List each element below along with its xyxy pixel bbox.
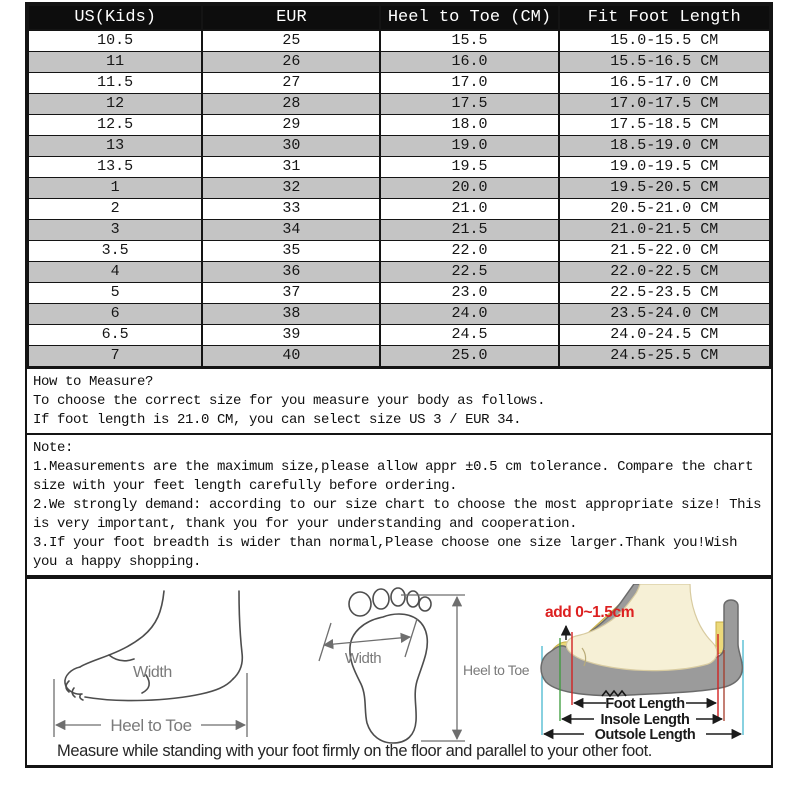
text-line: How to Measure?: [33, 373, 154, 390]
toe-3: [391, 588, 405, 606]
width-tick-left: [319, 623, 331, 661]
table-cell: 17.5: [380, 93, 558, 114]
table-cell: 17.0: [380, 72, 558, 93]
foot-shape: [566, 584, 717, 671]
toe-2: [373, 589, 389, 609]
table-cell: 13.5: [28, 156, 202, 177]
col-header-fit-foot-length: Fit Foot Length: [559, 5, 770, 30]
table-row: [28, 177, 770, 198]
table-cell: 13: [28, 135, 202, 156]
table-cell: 15.5-16.5 CM: [559, 51, 770, 72]
table-cell: 16.5-17.0 CM: [559, 72, 770, 93]
text-line: 3.If your foot breadth is wider than normal,Please choose one size larger.Thank you!Wish: [33, 534, 738, 551]
big-toe: [349, 592, 371, 616]
table-cell: 24.5: [380, 324, 558, 345]
table-cell: 20.0: [380, 177, 558, 198]
table-row: [28, 72, 770, 93]
table-cell: 22.5: [380, 261, 558, 282]
add-tolerance-label: add 0~1.5cm: [545, 603, 635, 621]
footprint-diagram: [317, 587, 534, 747]
table-cell: 21.0: [380, 198, 558, 219]
table-cell: 31: [202, 156, 380, 177]
text-line: To choose the correct size for you measure your body as follows.: [33, 392, 546, 409]
table-row: [28, 51, 770, 72]
table-cell: 36: [202, 261, 380, 282]
table-cell: 25: [202, 30, 380, 51]
measure-instruction-caption: Measure while standing with your foot firmly on the floor and parallel to your other foot.: [57, 741, 652, 760]
text-line: is very important, thank you for your understanding and cooperation.: [33, 515, 578, 532]
table-cell: 17.5-18.5 CM: [559, 114, 770, 135]
table-cell: 23.5-24.0 CM: [559, 303, 770, 324]
toe-4: [407, 591, 419, 607]
table-cell: 12.5: [28, 114, 202, 135]
insole-length-label: Insole Length: [600, 711, 690, 728]
text-line: you a happy shopping.: [33, 553, 202, 570]
sole-outline: [350, 614, 427, 743]
text-line: If foot length is 21.0 CM, you can select size US 3 / EUR 34.: [33, 411, 522, 428]
table-header-row: [28, 5, 770, 30]
measurement-diagrams-section: [27, 575, 771, 765]
table-cell: 6.5: [28, 324, 202, 345]
table-cell: 22.0-22.5 CM: [559, 261, 770, 282]
table-cell: 6: [28, 303, 202, 324]
table-row: [28, 282, 770, 303]
table-cell: 16.0: [380, 51, 558, 72]
table-cell: 5: [28, 282, 202, 303]
table-cell: 18.0: [380, 114, 558, 135]
table-cell: 22.5-23.5 CM: [559, 282, 770, 303]
table-row: [28, 30, 770, 51]
table-cell: 40: [202, 345, 380, 366]
foot-heel-line: [233, 591, 242, 679]
width-label: Width: [133, 663, 172, 681]
table-cell: 18.5-19.0 CM: [559, 135, 770, 156]
table-cell: 39: [202, 324, 380, 345]
shoe-cross-section-diagram: [532, 584, 767, 744]
table-cell: 3.5: [28, 240, 202, 261]
width-tick-right: [405, 619, 417, 657]
table-cell: 21.0-21.5 CM: [559, 219, 770, 240]
table-cell: 21.5-22.0 CM: [559, 240, 770, 261]
table-row: [28, 303, 770, 324]
table-cell: 33: [202, 198, 380, 219]
side-foot-diagram: [43, 589, 261, 741]
text-line: 1.Measurements are the maximum size,please allow appr ±0.5 cm tolerance. Compare the chart: [33, 458, 754, 475]
table-cell: 1: [28, 177, 202, 198]
how-to-measure-section: [27, 367, 771, 433]
heel-to-toe-label: Heel to Toe: [110, 715, 192, 735]
table-cell: 19.0-19.5 CM: [559, 156, 770, 177]
col-header-us-kids: US(Kids): [28, 5, 202, 30]
table-cell: 25.0: [380, 345, 558, 366]
table-cell: 28: [202, 93, 380, 114]
table-row: [28, 198, 770, 219]
table-cell: 29: [202, 114, 380, 135]
text-line: size with your feet length carefully before ordering.: [33, 477, 458, 494]
table-cell: 35: [202, 240, 380, 261]
table-cell: 19.5: [380, 156, 558, 177]
table-row: [28, 219, 770, 240]
width-label: Width: [344, 649, 382, 667]
table-cell: 15.0-15.5 CM: [559, 30, 770, 51]
table-row: [28, 345, 770, 366]
table-cell: 22.0: [380, 240, 558, 261]
heel-to-toe-label: Heel to Toe: [463, 661, 530, 678]
foot-length-label: Foot Length: [605, 695, 685, 712]
table-cell: 7: [28, 345, 202, 366]
table-cell: 32: [202, 177, 380, 198]
table-cell: 24.0: [380, 303, 558, 324]
table-cell: 11.5: [28, 72, 202, 93]
table-row: [28, 240, 770, 261]
toe-5: [419, 597, 431, 611]
table-cell: 21.5: [380, 219, 558, 240]
toe-curls: [66, 681, 83, 700]
table-cell: 19.0: [380, 135, 558, 156]
table-row: [28, 114, 770, 135]
text-line: Note:: [33, 439, 74, 456]
table-cell: 20.5-21.0 CM: [559, 198, 770, 219]
table-cell: 3: [28, 219, 202, 240]
table-cell: 4: [28, 261, 202, 282]
table-cell: 11: [28, 51, 202, 72]
note-section: [27, 433, 771, 575]
table-cell: 34: [202, 219, 380, 240]
table-row: [28, 324, 770, 345]
table-cell: 26: [202, 51, 380, 72]
table-cell: 12: [28, 93, 202, 114]
text-line: 2.We strongly demand: according to our size chart to choose the most appropriate size! This: [33, 496, 762, 513]
table-cell: 30: [202, 135, 380, 156]
table-cell: 17.0-17.5 CM: [559, 93, 770, 114]
table-row: [28, 156, 770, 177]
table-row: [28, 93, 770, 114]
table-cell: 2: [28, 198, 202, 219]
table-cell: 19.5-20.5 CM: [559, 177, 770, 198]
table-cell: 24.0-24.5 CM: [559, 324, 770, 345]
table-cell: 37: [202, 282, 380, 303]
col-header-heel-to-toe: Heel to Toe (CM): [380, 5, 558, 30]
col-header-eur: EUR: [202, 5, 380, 30]
size-chart-table: [27, 4, 771, 367]
table-cell: 24.5-25.5 CM: [559, 345, 770, 366]
width-arrow: [324, 637, 410, 645]
outsole-length-label: Outsole Length: [594, 726, 696, 743]
size-chart-sheet: [25, 2, 773, 768]
table-cell: 10.5: [28, 30, 202, 51]
instep-arc: [109, 655, 134, 661]
table-row: [28, 261, 770, 282]
foot-instep-line: [80, 591, 164, 667]
table-cell: 23.0: [380, 282, 558, 303]
table-row: [28, 135, 770, 156]
foot-sole-line: [85, 679, 233, 701]
table-cell: 15.5: [380, 30, 558, 51]
table-cell: 27: [202, 72, 380, 93]
table-cell: 38: [202, 303, 380, 324]
